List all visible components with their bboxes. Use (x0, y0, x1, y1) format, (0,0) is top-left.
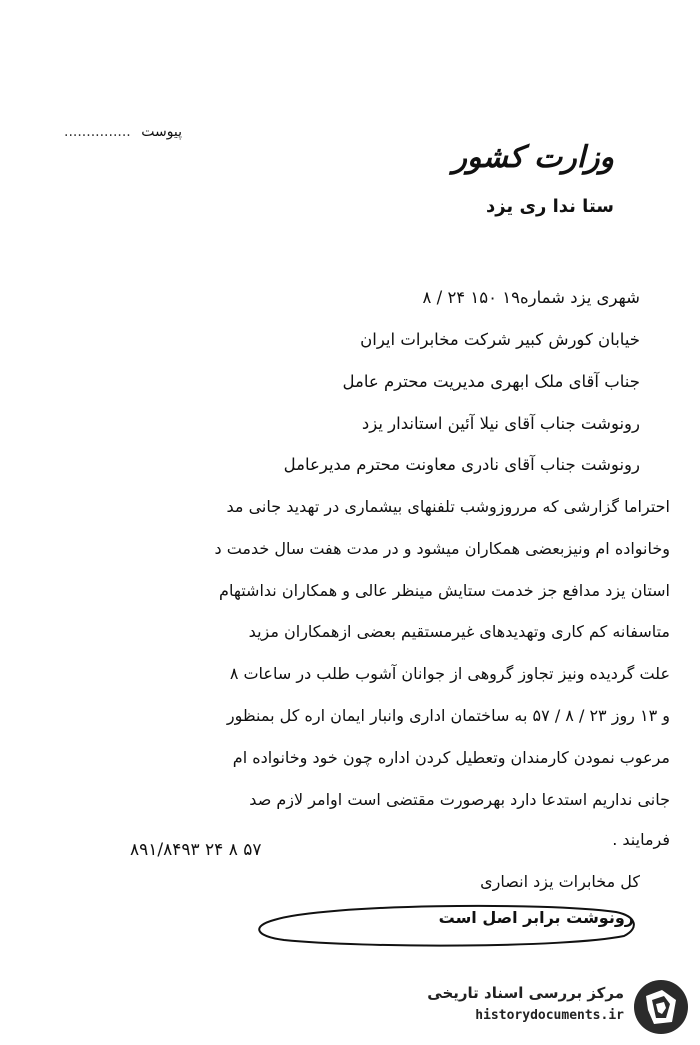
body-line-5: علت گردیده ونیز تجاوز گروهی از جوانان آشوب طلب در ساعات ۸ (229, 664, 670, 683)
body-line-2: وخانواده ام ونیزبعضی همکاران میشود و در مدت هفت سال خدمت د (214, 539, 670, 558)
watermark-name: مرکز بررسی اسناد تاریخی (427, 984, 624, 1002)
signature-line: کل مخابرات یزد انصاری (480, 872, 640, 891)
body-line-3: استان یزد مدافع جز خدمت ستایش مینظر عالی و همکاران نداشتهام (219, 581, 670, 600)
body-line-8: جانی نداریم استدعا دارد بهرصورت مقتضی است اوامر لازم صد (249, 790, 670, 809)
attachment-dots: ............... (64, 124, 131, 140)
ministry-title: وزارت کشور (452, 140, 614, 175)
body-line-4: متاسفانه کم کاری وتهدیدهای غیرمستقیم بعضی ازهمکاران مزید (248, 622, 670, 641)
office-name: ستا ندا ری یزد (486, 196, 614, 217)
recipient-line-4: رونوشت جناب آقای نیلا آئین استاندار یزد (361, 414, 640, 433)
body-line-9: فرمایند . (612, 830, 670, 849)
certified-copy-text: رونوشت برابر اصل است (438, 908, 634, 927)
recipient-line-1: شهری یزد شماره۱۹ ۱۵۰ ۲۴ / ۸ (422, 288, 640, 307)
document-logo-icon (632, 978, 690, 1036)
attachment-field (64, 124, 264, 140)
watermark-url: historydocuments.ir (475, 1008, 624, 1023)
body-line-6: و ۱۳ روز ۲۳ / ۸ / ۵۷ به ساختمان اداری وانبار ایمان اره کل بمنظور (226, 706, 670, 725)
recipient-line-5: رونوشت جناب آقای نادری معاونت محترم مدیرعامل (283, 455, 640, 474)
reference-number: ۸۹۱/۸۴۹۳ ۲۴ ۸ ۵۷ (130, 840, 262, 860)
body-line-7: مرعوب نمودن کارمندان وتعطیل کردن اداره چون خود وخانواده ام (232, 748, 670, 767)
watermark (420, 978, 690, 1038)
recipient-line-2: خیابان کورش کبیر شرکت مخابرات ایران (360, 330, 640, 349)
attachment-label: پیوست (141, 124, 183, 140)
recipient-line-3: جناب آقای ملک ابهری مدیریت محترم عامل (342, 372, 640, 391)
body-line-1: احتراما گزارشی که مرروزوشب تلفنهای بیشماری در تهدید جانی مد (226, 497, 670, 516)
